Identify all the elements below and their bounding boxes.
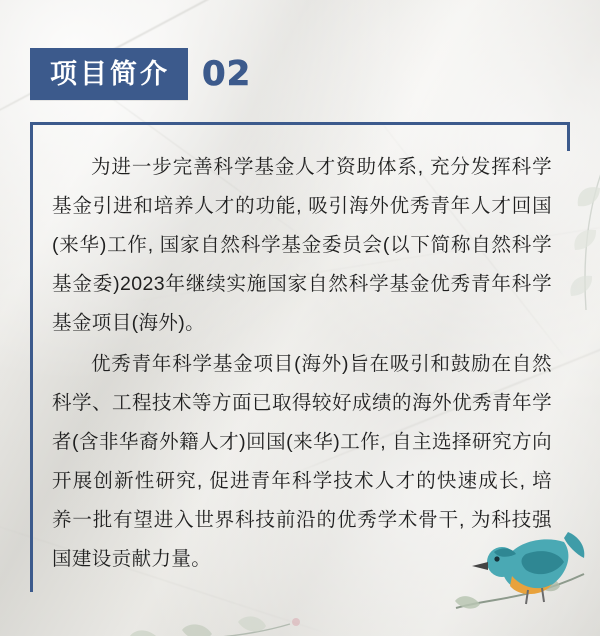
page-title: 项目简介 [30, 48, 188, 100]
body-text [52, 148, 552, 581]
section-heading [30, 48, 251, 100]
paragraph-2: 优秀青年科学基金项目(海外)旨在吸引和鼓励在自然科学、工程技术等方面已取得较好成绩的海外优秀青年学者(含非华裔外籍人才)回国(来华)工作, 自主选择研究方向开展创新性研究, 促进青年科学技术人才的快速成长, 培养一批有望进入世界科技前沿的优秀学术骨干, 为科技强国建设贡献力量。 [52, 353, 552, 570]
paragraph-1: 为进一步完善科学基金人才资助体系, 充分发挥科学基金引进和培养人才的功能, 吸引海外优秀青年人才回国(来华)工作, 国家自然科学基金委员会(以下简称自然科学基金委)2023年继续实施国家自然科学基金优秀青年科学基金项目(海外)。 [52, 156, 552, 334]
section-number: 02 [202, 54, 252, 94]
